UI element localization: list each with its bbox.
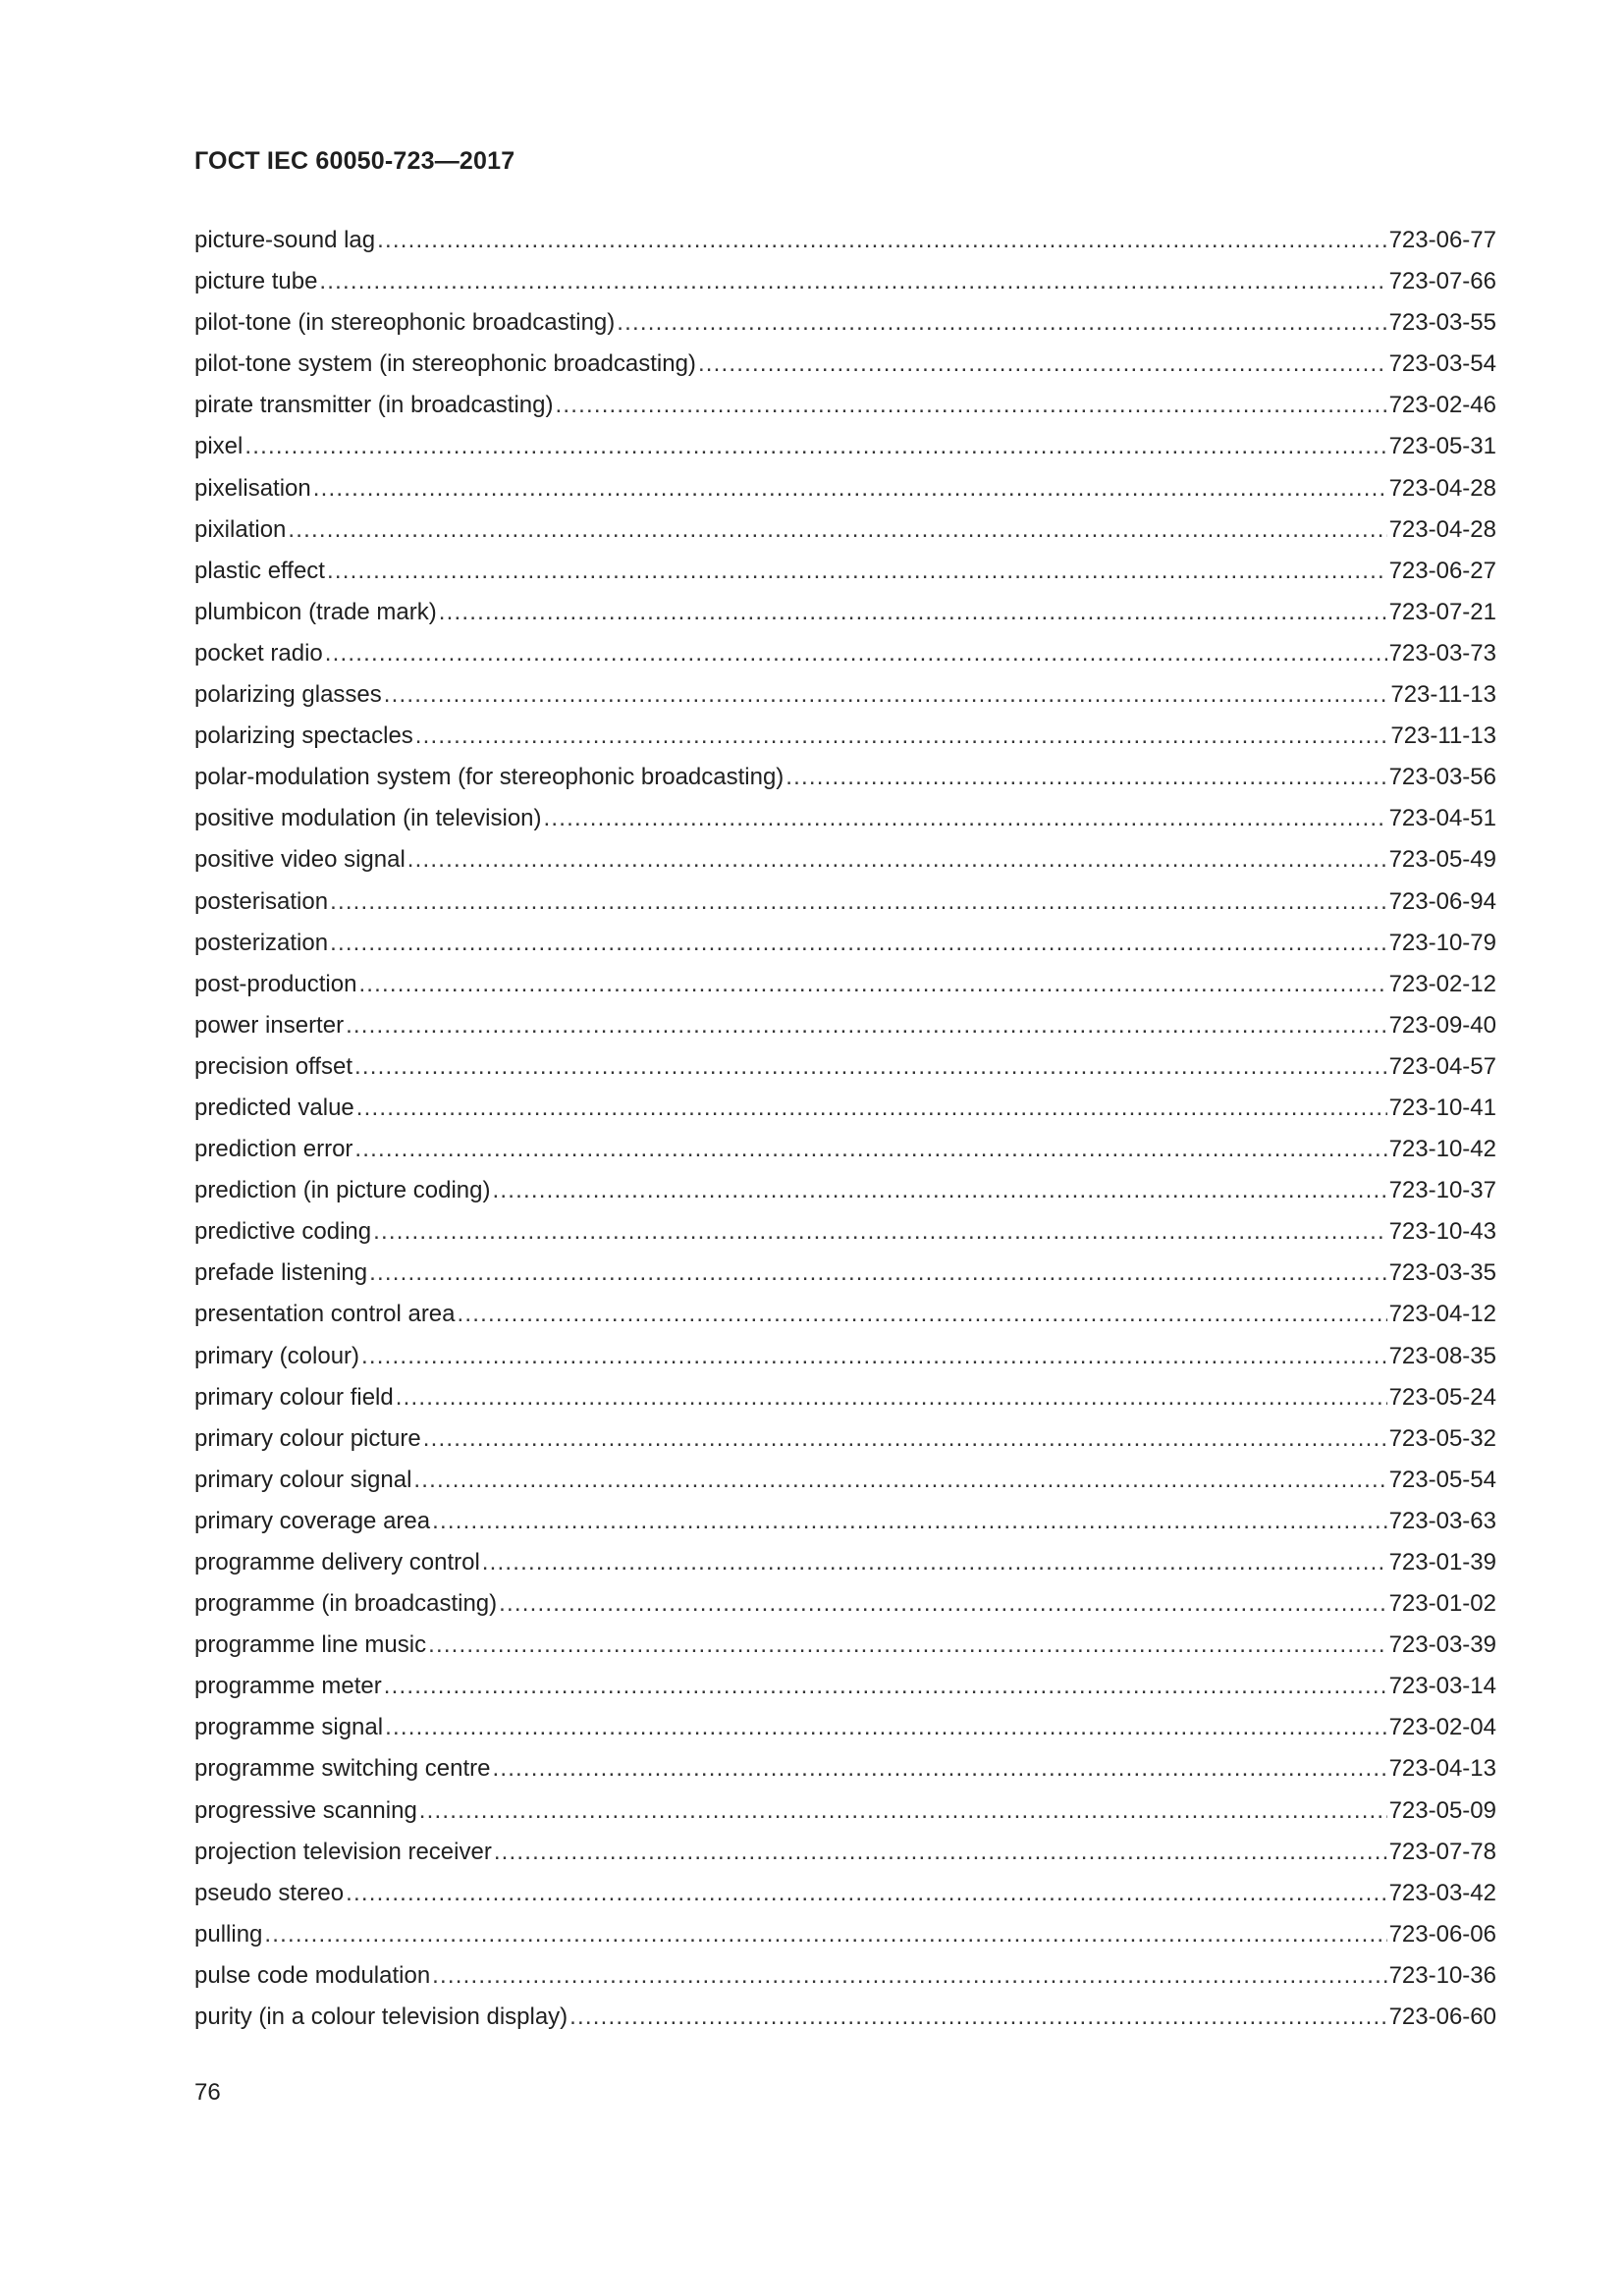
index-entry — [194, 468, 1496, 509]
entry-reference: 723-07-21 — [1388, 598, 1496, 625]
entry-term: pilot-tone system (in stereophonic broadcasting) — [194, 350, 696, 378]
entry-reference: 723-11-13 — [1390, 722, 1496, 750]
index-entry — [194, 1583, 1496, 1625]
dot-leader — [419, 1790, 1387, 1832]
dot-leader — [377, 220, 1386, 261]
index-entry — [194, 798, 1496, 839]
entry-reference: 723-06-94 — [1388, 887, 1496, 915]
entry-reference: 723-03-14 — [1388, 1673, 1496, 1700]
dot-leader — [384, 1666, 1387, 1707]
dot-leader — [361, 1336, 1387, 1377]
index-entry — [194, 1542, 1496, 1583]
entry-term: predictive coding — [194, 1218, 372, 1246]
dot-leader — [384, 674, 1389, 716]
entry-term: primary coverage area — [194, 1507, 431, 1534]
entry-term: programme meter — [194, 1673, 382, 1700]
entry-term: pilot-tone (in stereophonic broadcasting) — [194, 309, 616, 337]
dot-leader — [458, 1294, 1387, 1335]
entry-term: polarizing spectacles — [194, 722, 413, 750]
entry-reference: 723-01-39 — [1388, 1549, 1496, 1575]
page-number: 76 — [194, 2079, 221, 2106]
entry-term: plastic effect — [194, 557, 325, 584]
entry-reference: 723-07-78 — [1388, 1838, 1496, 1865]
dot-leader — [354, 1046, 1387, 1088]
entry-reference: 723-04-13 — [1388, 1755, 1496, 1783]
index-entry — [194, 633, 1496, 674]
entry-term: primary colour field — [194, 1383, 394, 1411]
entry-term: primary (colour) — [194, 1342, 360, 1369]
index-entry — [194, 964, 1496, 1005]
index-entry — [194, 1832, 1496, 1873]
entry-term: programme line music — [194, 1631, 427, 1659]
dot-leader — [264, 1914, 1386, 1955]
index-entry — [194, 261, 1496, 302]
dot-leader — [325, 633, 1387, 674]
entry-term: picture tube — [194, 268, 318, 295]
index-entry — [194, 881, 1496, 923]
entry-term: purity (in a colour television display) — [194, 2003, 568, 2031]
entry-term: pixilation — [194, 515, 287, 543]
entry-term: pseudo stereo — [194, 1879, 345, 1906]
index-entry — [194, 1955, 1496, 1997]
dot-leader — [698, 344, 1387, 385]
index-entry — [194, 1666, 1496, 1707]
dot-leader — [369, 1253, 1386, 1294]
index-entry — [194, 344, 1496, 385]
index-entry — [194, 1460, 1496, 1501]
index-entry — [194, 1418, 1496, 1460]
dot-leader — [346, 1005, 1387, 1046]
dot-leader — [493, 1170, 1387, 1211]
entry-reference: 723-02-04 — [1388, 1714, 1496, 1741]
entry-term: post-production — [194, 970, 357, 997]
entry-reference: 723-03-39 — [1388, 1631, 1496, 1659]
dot-leader — [413, 1460, 1386, 1501]
entry-reference: 723-10-79 — [1388, 929, 1496, 956]
dot-leader — [407, 839, 1387, 881]
dot-leader — [492, 1748, 1386, 1789]
entry-reference: 723-06-77 — [1388, 227, 1496, 253]
dot-leader — [373, 1211, 1386, 1253]
entry-reference: 723-03-73 — [1388, 639, 1496, 667]
entry-reference: 723-05-54 — [1388, 1466, 1496, 1493]
dot-leader — [569, 1997, 1386, 2038]
index-entry — [194, 1211, 1496, 1253]
entry-term: prediction error — [194, 1136, 353, 1163]
index-entry — [194, 1501, 1496, 1542]
entry-term: polarizing glasses — [194, 681, 382, 709]
dot-leader — [555, 385, 1386, 426]
index-entry — [194, 1129, 1496, 1170]
entry-reference: 723-03-35 — [1388, 1259, 1496, 1287]
entry-term: pulse code modulation — [194, 1961, 431, 1989]
entry-term: posterization — [194, 929, 329, 956]
dot-leader — [288, 509, 1386, 551]
index-entry — [194, 1005, 1496, 1046]
index-entry — [194, 302, 1496, 344]
entry-term: progressive scanning — [194, 1796, 417, 1824]
index-entry — [194, 1873, 1496, 1914]
entry-term: presentation control area — [194, 1301, 456, 1328]
dot-leader — [432, 1955, 1386, 1997]
index-entry-list — [194, 220, 1496, 2038]
entry-reference: 723-05-09 — [1388, 1796, 1496, 1824]
dot-leader — [385, 1707, 1386, 1748]
index-entry — [194, 923, 1496, 964]
index-entry — [194, 1336, 1496, 1377]
entry-term: pixelisation — [194, 474, 311, 502]
entry-reference: 723-05-24 — [1388, 1383, 1496, 1411]
dot-leader — [482, 1542, 1387, 1583]
entry-reference: 723-10-37 — [1388, 1177, 1496, 1204]
dot-leader — [346, 1873, 1386, 1914]
entry-term: power inserter — [194, 1011, 345, 1039]
index-entry — [194, 1294, 1496, 1335]
entry-term: prefade listening — [194, 1259, 368, 1287]
entry-reference: 723-04-28 — [1388, 515, 1496, 543]
entry-reference: 723-03-63 — [1388, 1507, 1496, 1534]
index-entry — [194, 592, 1496, 633]
dot-leader — [313, 468, 1387, 509]
index-entry — [194, 1046, 1496, 1088]
entry-term: predicted value — [194, 1094, 354, 1121]
entry-term: programme (in broadcasting) — [194, 1590, 498, 1618]
index-entry — [194, 1790, 1496, 1832]
index-entry — [194, 1170, 1496, 1211]
index-entry — [194, 385, 1496, 426]
dot-leader — [330, 881, 1387, 923]
index-entry — [194, 757, 1496, 798]
index-entry — [194, 509, 1496, 551]
entry-term: picture-sound lag — [194, 227, 376, 253]
entry-term: projection television receiver — [194, 1838, 492, 1865]
index-entry — [194, 220, 1496, 261]
index-entry — [194, 674, 1496, 716]
entry-term: pirate transmitter (in broadcasting) — [194, 392, 554, 419]
index-entry — [194, 1253, 1496, 1294]
entry-reference: 723-03-55 — [1388, 309, 1496, 337]
entry-reference: 723-01-02 — [1388, 1590, 1496, 1618]
entry-reference: 723-06-06 — [1388, 1920, 1496, 1948]
entry-term: programme delivery control — [194, 1549, 480, 1575]
dot-leader — [354, 1129, 1386, 1170]
entry-reference: 723-08-35 — [1388, 1342, 1496, 1369]
entry-reference: 723-10-43 — [1388, 1218, 1496, 1246]
entry-term: positive modulation (in television) — [194, 805, 542, 832]
dot-leader — [327, 551, 1387, 592]
dot-leader — [544, 798, 1387, 839]
entry-reference: 723-04-51 — [1388, 805, 1496, 832]
dot-leader — [617, 302, 1386, 344]
entry-term: polar-modulation system (for stereophonic broadcasting) — [194, 764, 785, 791]
entry-reference: 723-04-57 — [1388, 1052, 1496, 1080]
dot-leader — [439, 592, 1387, 633]
index-entry — [194, 1914, 1496, 1955]
dot-leader — [432, 1501, 1386, 1542]
entry-term: prediction (in picture coding) — [194, 1177, 491, 1204]
entry-term: posterisation — [194, 887, 329, 915]
entry-reference: 723-05-31 — [1388, 433, 1496, 460]
entry-term: pixel — [194, 433, 244, 460]
entry-reference: 723-09-40 — [1388, 1011, 1496, 1039]
entry-term: primary colour picture — [194, 1424, 421, 1452]
entry-reference: 723-02-46 — [1388, 392, 1496, 419]
entry-reference: 723-06-60 — [1388, 2003, 1496, 2031]
entry-term: pulling — [194, 1920, 263, 1948]
entry-term: plumbicon (trade mark) — [194, 598, 437, 625]
dot-leader — [358, 964, 1386, 1005]
dot-leader — [423, 1418, 1387, 1460]
entry-reference: 723-11-13 — [1390, 681, 1496, 709]
index-entry — [194, 1088, 1496, 1129]
index-entry — [194, 551, 1496, 592]
dot-leader — [785, 757, 1386, 798]
entry-term: programme signal — [194, 1714, 384, 1741]
entry-term: positive video signal — [194, 846, 406, 874]
index-entry — [194, 426, 1496, 467]
index-entry — [194, 1748, 1496, 1789]
entry-reference: 723-06-27 — [1388, 557, 1496, 584]
index-entry — [194, 839, 1496, 881]
dot-leader — [330, 923, 1387, 964]
entry-reference: 723-05-32 — [1388, 1424, 1496, 1452]
entry-term: primary colour signal — [194, 1466, 412, 1493]
entry-reference: 723-07-66 — [1388, 268, 1496, 295]
standard-header: ГОСТ IEC 60050-723—2017 — [194, 147, 515, 175]
index-entry — [194, 1707, 1496, 1748]
dot-leader — [428, 1625, 1387, 1666]
index-entry — [194, 1625, 1496, 1666]
dot-leader — [244, 426, 1386, 467]
entry-reference: 723-03-54 — [1388, 350, 1496, 378]
dot-leader — [499, 1583, 1386, 1625]
dot-leader — [396, 1377, 1387, 1418]
entry-reference: 723-03-42 — [1388, 1879, 1496, 1906]
entry-reference: 723-03-56 — [1388, 764, 1496, 791]
dot-leader — [494, 1832, 1387, 1873]
entry-term: programme switching centre — [194, 1755, 491, 1783]
dot-leader — [415, 716, 1389, 757]
index-entry — [194, 716, 1496, 757]
entry-reference: 723-10-42 — [1388, 1136, 1496, 1163]
entry-reference: 723-02-12 — [1388, 970, 1496, 997]
dot-leader — [356, 1088, 1387, 1129]
index-entry — [194, 1997, 1496, 2038]
index-entry — [194, 1377, 1496, 1418]
entry-reference: 723-04-28 — [1388, 474, 1496, 502]
entry-term: precision offset — [194, 1052, 352, 1080]
entry-reference: 723-10-36 — [1388, 1961, 1496, 1989]
entry-reference: 723-04-12 — [1388, 1301, 1496, 1328]
entry-term: pocket radio — [194, 639, 323, 667]
entry-reference: 723-05-49 — [1388, 846, 1496, 874]
entry-reference: 723-10-41 — [1388, 1094, 1496, 1121]
dot-leader — [319, 261, 1386, 302]
